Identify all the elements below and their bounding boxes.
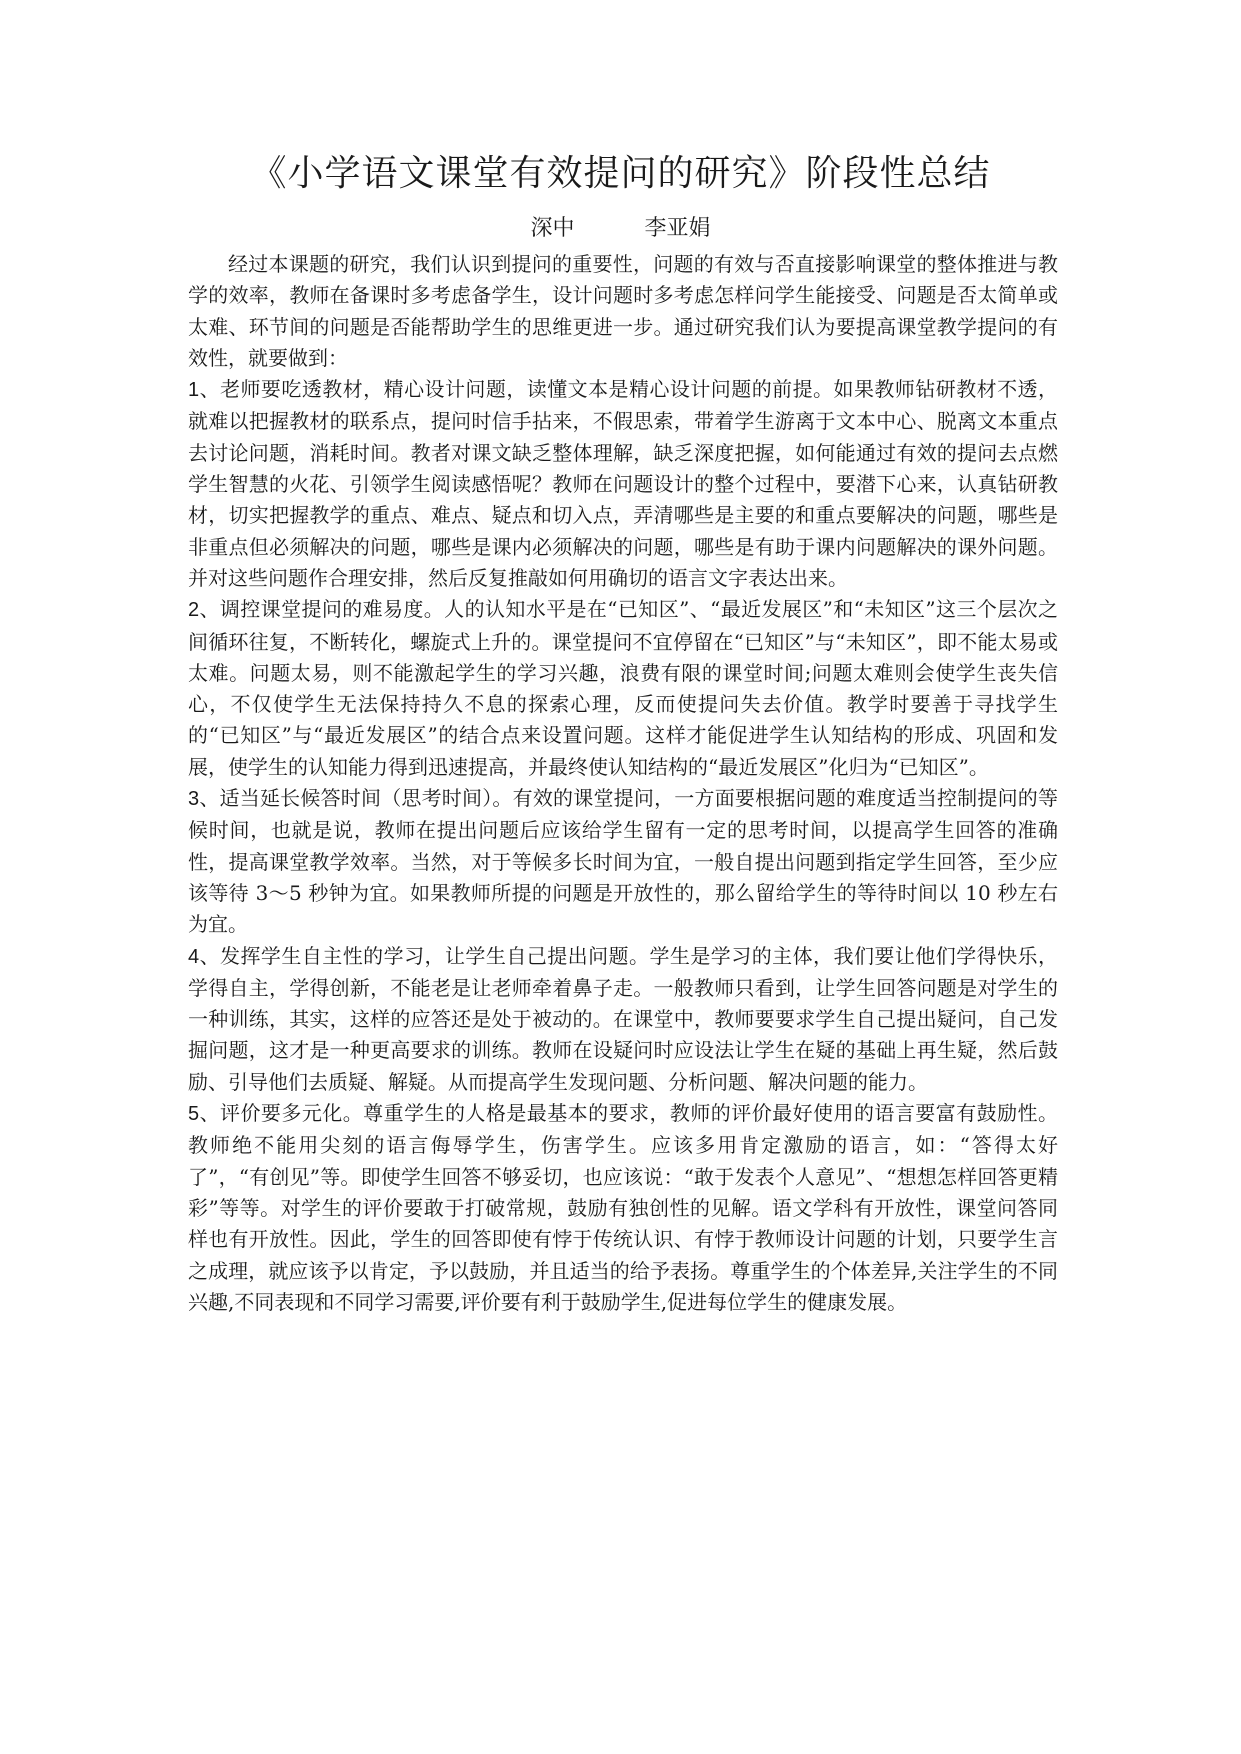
list-item-text: 、发挥学生自主性的学习，让学生自己提出问题。学生是学习的主体，我们要让他们学得快乐，学得自主，学得创新，不能老是让老师牵着鼻子走。一般教师只看到，让学生回答问题是对学生的一种训练，其实，这样的应答还是处于被动的。在课堂中，教师要要求学生自己提出疑问，自己发掘问题，这才是一种更高要求的训练。教师在设疑问时应设法让学生在疑的基础上再生疑，然后鼓励、引导他们去质疑、解疑。从而提高学生发现问题、分析问题、解决问题的能力。 — [188, 943, 1058, 1094]
list-item-text: 、调控课堂提问的难易度。人的认知水平是在“已知区”、“最近发展区”和“未知区”这三个层次之间循环往复，不断转化，螺旋式上升的。课堂提问不宜停留在“已知区”与“未知区”，即不能太易或太难。问题太易，则不能激起学生的学习兴趣，浪费有限的课堂时间;问题太难则会使学生丧失信心，不仅使学生无法保持持久不息的探索心理，反而使提问失去价值。教学时要善于寻找学生的“已知区”与“最近发展区”的结合点来设置问题。这样才能促进学生认知结构的形成、巩固和发展，使学生的认知能力得到迅速提高，并最终使认知结构的“最近发展区”化归为“已知区”。 — [188, 597, 1058, 779]
list-item-number: 1 — [188, 379, 200, 402]
byline-school: 深中 — [530, 216, 575, 241]
byline-author: 李亚娟 — [644, 216, 711, 241]
list-item-text: 、适当延长候答时间（思考时间）。有效的课堂提问，一方面要根据问题的难度适当控制提问的等候时间，也就是说，教师在提出问题后应该给学生留有一定的思考时间，以提高学生回答的准确性，提高课堂教学效率。当然，对于等候多长时间为宜，一般自提出问题到指定学生回答，至少应该等待 3～5 秒钟为宜。如果教师所提的问题是开放性的，那么留给学生的等待时间以 10 秒左右为宜。 — [188, 786, 1058, 937]
byline — [0, 214, 1241, 244]
list-item — [188, 374, 1058, 594]
list-item-text: 、评价要多元化。尊重学生的人格是最基本的要求，教师的评价最好使用的语言要富有鼓励性。教师绝不能用尖刻的语言侮辱学生，伤害学生。应该多用肯定激励的语言，如：“答得太好了”，“有创见”等。即使学生回答不够妥切，也应该说：“敢于发表个人意见”、“想想怎样回答更精彩”等等。对学生的评价要敢于打破常规，鼓励有独创性的见解。语文学科有开放性，课堂问答同样也有开放性。因此，学生的回答即使有悖于传统认识、有悖于教师设计问题的计划，只要学生言之成理，就应该予以肯定，予以鼓励，并且适当的给予表扬。尊重学生的个体差异,关注学生的不同兴趣,不同表现和不同学习需要,评价要有利于鼓励学生,促进每位学生的健康发展。 — [188, 1101, 1058, 1314]
list-item-number: 4 — [188, 945, 200, 968]
list-item — [188, 1098, 1058, 1318]
list-item-text: 、老师要吃透教材，精心设计问题，读懂文本是精心设计问题的前提。如果教师钻研教材不透，就难以把握教材的联系点，提问时信手拈来，不假思索，带着学生游离于文本中心、脱离文本重点去讨论问题，消耗时间。教者对课文缺乏整体理解，缺乏深度把握，如何能通过有效的提问去点燃学生智慧的火花、引领学生阅读感悟呢？教师在问题设计的整个过程中，要潜下心来，认真钻研教材，切实把握教学的重点、难点、疑点和切入点，弄清哪些是主要的和重点要解决的问题，哪些是非重点但必须解决的问题，哪些是课内必须解决的问题，哪些是有助于课内问题解决的课外问题。并对这些问题作合理安排，然后反复推敲如何用确切的语言文字表达出来。 — [188, 377, 1058, 590]
document-title: 《小学语文课堂有效提问的研究》阶段性总结 — [250, 153, 991, 194]
list-item-number: 3 — [188, 788, 200, 811]
list-item-number: 5 — [188, 1103, 200, 1126]
list-item — [188, 594, 1058, 783]
intro-paragraph: 经过本课题的研究，我们认识到提问的重要性，问题的有效与否直接影响课堂的整体推进与教学的效率，教师在备课时多考虑备学生，设计问题时多考虑怎样问学生能接受、问题是否太简单或太难、环节间的问题是否能帮助学生的思维更进一步。通过研究我们认为要提高课堂教学提问的有效性，就要做到： — [188, 252, 1058, 370]
list-item — [188, 941, 1058, 1098]
list-item-number: 2 — [188, 599, 200, 622]
document-body — [188, 249, 1058, 1318]
list-item — [188, 783, 1058, 940]
